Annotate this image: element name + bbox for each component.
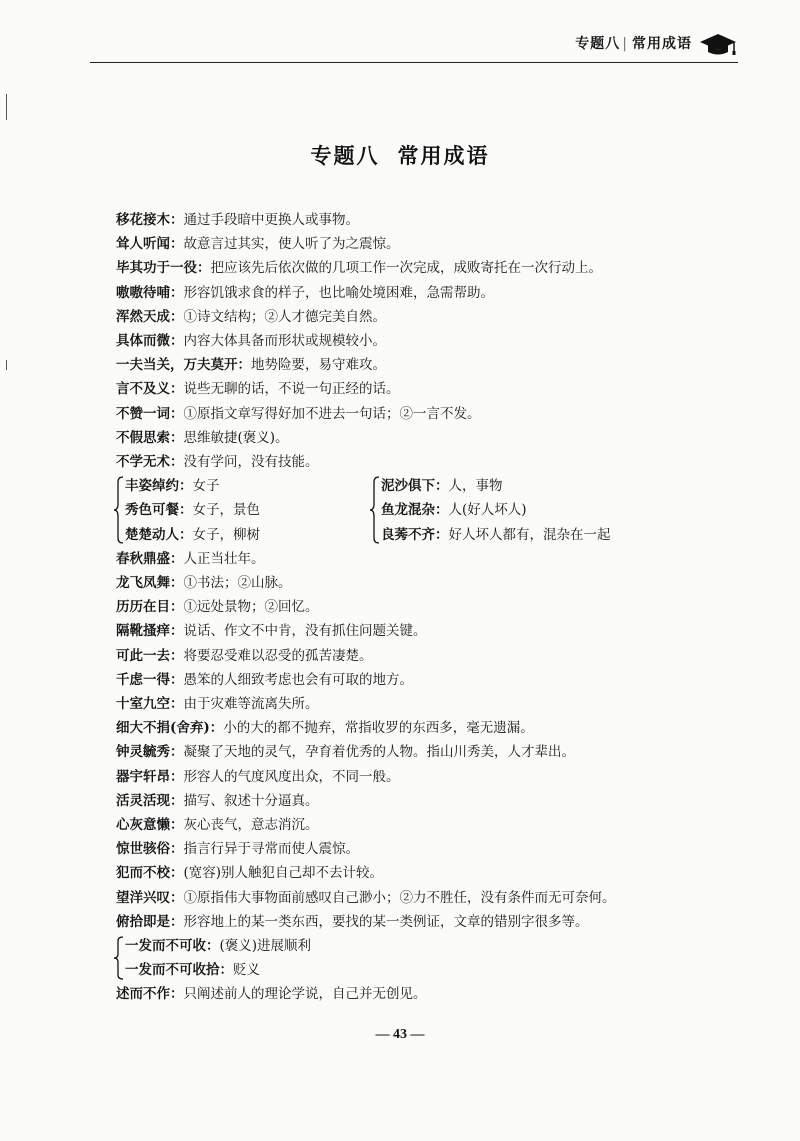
- idiom-definition: 指言行异于寻常而使人震惊。: [183, 841, 359, 858]
- idiom-term: 不假思索：: [116, 429, 184, 446]
- idiom-entry: [116, 813, 756, 837]
- idiom-entry: [125, 474, 375, 498]
- idiom-term: 耸人听闻：: [116, 236, 184, 253]
- idiom-term: 一夫当关，万夫莫开：: [116, 357, 251, 374]
- idiom-entry: [116, 886, 756, 910]
- idiom-term: 俯拾即是：: [116, 913, 184, 930]
- idiom-entry: [116, 377, 756, 401]
- idiom-entry: [116, 426, 756, 450]
- idiom-term: 丰姿绰约：: [125, 478, 193, 495]
- idiom-term: 移花接木：: [116, 212, 184, 228]
- idiom-entry: [381, 523, 681, 547]
- idiom-definition: 灰心丧气，意志消沉。: [183, 817, 319, 834]
- idiom-term: 泥沙俱下：: [381, 478, 449, 495]
- idiom-term: 具体而微：: [116, 333, 184, 350]
- idiom-entry: [116, 910, 756, 934]
- idiom-definition: 思维敏捷(褒义)。: [183, 429, 289, 446]
- idiom-entry: [381, 498, 681, 522]
- brace-group-yifa: [116, 934, 756, 982]
- idiom-definition: ①原指伟大事物面前感叹自己渺小；②力不胜任，没有条件而无可奈何。: [183, 889, 616, 906]
- idiom-term: 秀色可餐：: [125, 502, 193, 519]
- idiom-definition: 内容大体具备而形状或规模较小。: [183, 333, 386, 350]
- running-header-section: 专题八: [575, 36, 621, 52]
- idiom-definition: 小的大的都不抛弃，常指收罗的东西多，毫无遗漏。: [223, 720, 534, 737]
- idiom-term: 钟灵毓秀：: [116, 744, 184, 761]
- idiom-term: 细大不捐(舍弃)：: [116, 720, 224, 737]
- idiom-definition: 形容人的气度风度出众，不同一般。: [183, 768, 400, 785]
- idiom-definition: 女子，柳树: [192, 526, 260, 543]
- idiom-term: 可此一去：: [116, 647, 184, 664]
- idiom-entry: [116, 353, 756, 377]
- idiom-term: 毕其功于一役：: [116, 260, 211, 277]
- page-title-main: 常用成语: [397, 144, 490, 168]
- idiom-definition: 说话、作文不中肯，没有抓住问题关键。: [183, 623, 427, 640]
- idiom-term: 良莠不齐：: [381, 526, 449, 543]
- idiom-definition: 没有学问，没有技能。: [183, 454, 319, 471]
- idiom-entry: [116, 668, 756, 692]
- brace-column-right: [372, 474, 681, 547]
- running-header-title: 常用成语: [632, 36, 692, 52]
- idiom-entry: [381, 474, 681, 498]
- idiom-entry: [116, 281, 756, 305]
- idiom-term: 述而不作：: [116, 986, 184, 1003]
- idiom-term: 不赞一词：: [116, 405, 184, 422]
- idiom-definition: 只阐述前人的理论学说，自己并无创见。: [183, 986, 427, 1003]
- idiom-entry: [116, 619, 756, 643]
- idiom-term: 龙飞凤舞：: [116, 575, 184, 592]
- idiom-term: 器宇轩昂：: [116, 768, 184, 785]
- idiom-definition: 由于灾难等流离失所。: [183, 696, 319, 713]
- idiom-entry: [116, 692, 756, 716]
- graduation-cap-icon: [698, 30, 738, 58]
- left-brace-icon: [370, 476, 380, 544]
- idiom-entry: [125, 498, 375, 522]
- brace-group-comparison: [116, 474, 756, 547]
- idiom-entry: [125, 523, 375, 547]
- idiom-definition: 形容饥饿求食的样子，也比喻处境困难，急需帮助。: [183, 284, 494, 301]
- idiom-definition: 说些无聊的话，不说一句正经的话。: [183, 381, 400, 398]
- idiom-entry: [116, 837, 756, 861]
- idiom-term: 楚楚动人：: [125, 526, 193, 543]
- idiom-definition: ①远处景物；②回忆。: [183, 599, 319, 616]
- idiom-entry: [125, 934, 525, 958]
- idiom-entry: [116, 789, 756, 813]
- idiom-term: 心灰意懒：: [116, 817, 184, 834]
- idiom-entry: [125, 958, 525, 982]
- idiom-term: 一发而不可收拾：: [125, 962, 233, 979]
- idiom-entry: [116, 329, 756, 353]
- running-header: [90, 30, 738, 60]
- brace-column-left: [116, 934, 525, 982]
- running-header-text: 专题八 | 常用成语: [575, 36, 692, 52]
- idiom-definition: (宽容)别人触犯自己却不去计较。: [183, 865, 384, 882]
- idiom-definition: 凝聚了天地的灵气，孕育着优秀的人物。指山川秀美，人才辈出。: [183, 744, 575, 761]
- idiom-definition: (褒义)进展顺利: [219, 938, 312, 955]
- idiom-entry: [116, 256, 756, 280]
- idiom-term: 不学无术：: [116, 454, 184, 471]
- idiom-term: 言不及义：: [116, 381, 184, 398]
- idiom-definition: 女子: [192, 478, 220, 495]
- brace-column-left: [116, 474, 375, 547]
- idiom-term: 千虑一得：: [116, 671, 184, 688]
- idiom-definition: 形容地上的某一类东西，要找的某一类例证，文章的错别字很多等。: [183, 913, 589, 930]
- idiom-term: 春秋鼎盛：: [116, 550, 184, 567]
- idiom-definition: 人(好人坏人): [448, 502, 527, 519]
- idiom-term: 隔靴搔痒：: [116, 623, 184, 640]
- idiom-term: 一发而不可收：: [125, 938, 220, 955]
- idiom-definition: 愚笨的人细致考虑也会有可取的地方。: [183, 671, 413, 688]
- page-title-section: 专题八: [310, 144, 380, 168]
- left-brace-icon: [114, 936, 124, 980]
- idiom-list: [116, 208, 756, 1007]
- page-title: [0, 140, 800, 170]
- idiom-definition: 将要忍受难以忍受的孤苦凄楚。: [183, 647, 373, 664]
- idiom-entry: [116, 861, 756, 885]
- idiom-entry: [116, 402, 756, 426]
- idiom-term: 浑然天成：: [116, 308, 184, 325]
- idiom-definition: 人正当壮年。: [183, 550, 265, 567]
- idiom-definition: ①原指文章写得好加不进去一句话；②一言不发。: [183, 405, 481, 422]
- idiom-definition: ①书法；②山脉。: [183, 575, 292, 592]
- idiom-definition: ①诗文结构；②人才德完美自然。: [183, 308, 386, 325]
- idiom-definition: 故意言过其实，使人听了为之震惊。: [183, 236, 400, 253]
- idiom-entry: [116, 644, 756, 668]
- idiom-definition: 把应该先后依次做的几项工作一次完成，成败寄托在一次行动上。: [210, 260, 602, 277]
- idiom-entry: [116, 450, 756, 474]
- idiom-entry: [116, 740, 756, 764]
- idiom-term: 惊世骇俗：: [116, 841, 184, 858]
- idiom-definition: 描写、叙述十分逼真。: [183, 792, 319, 809]
- left-brace-icon: [114, 476, 124, 544]
- idiom-term: 历历在目：: [116, 599, 184, 616]
- page-number: — 43 —: [375, 1027, 425, 1042]
- idiom-term: 犯而不校：: [116, 865, 184, 882]
- idiom-entry: [116, 765, 756, 789]
- idiom-term: 活灵活现：: [116, 792, 184, 809]
- idiom-definition: 女子，景色: [192, 502, 260, 519]
- idiom-definition: 地势险要，易守难攻。: [251, 357, 386, 374]
- idiom-entry: [116, 305, 756, 329]
- idiom-term: 十室九空：: [116, 696, 184, 713]
- idiom-definition: 贬义: [233, 962, 260, 979]
- margin-mark-bottom: [6, 360, 7, 370]
- idiom-term: 望洋兴叹：: [116, 889, 184, 906]
- idiom-term: 嗷嗷待哺：: [116, 284, 184, 301]
- idiom-term: 鱼龙混杂：: [381, 502, 449, 519]
- margin-mark-top: [6, 94, 7, 120]
- idiom-entry: [116, 208, 756, 232]
- idiom-entry: [116, 571, 756, 595]
- idiom-entry: [116, 595, 756, 619]
- idiom-definition: 人，事物: [448, 478, 503, 495]
- idiom-entry: [116, 232, 756, 256]
- idiom-entry: [116, 982, 756, 1006]
- idiom-definition: 通过手段暗中更换人或事物。: [183, 212, 359, 228]
- header-rule: [90, 62, 738, 63]
- idiom-definition: 好人坏人都有，混杂在一起: [448, 526, 611, 543]
- idiom-entry: [116, 716, 756, 740]
- idiom-entry: [116, 547, 756, 571]
